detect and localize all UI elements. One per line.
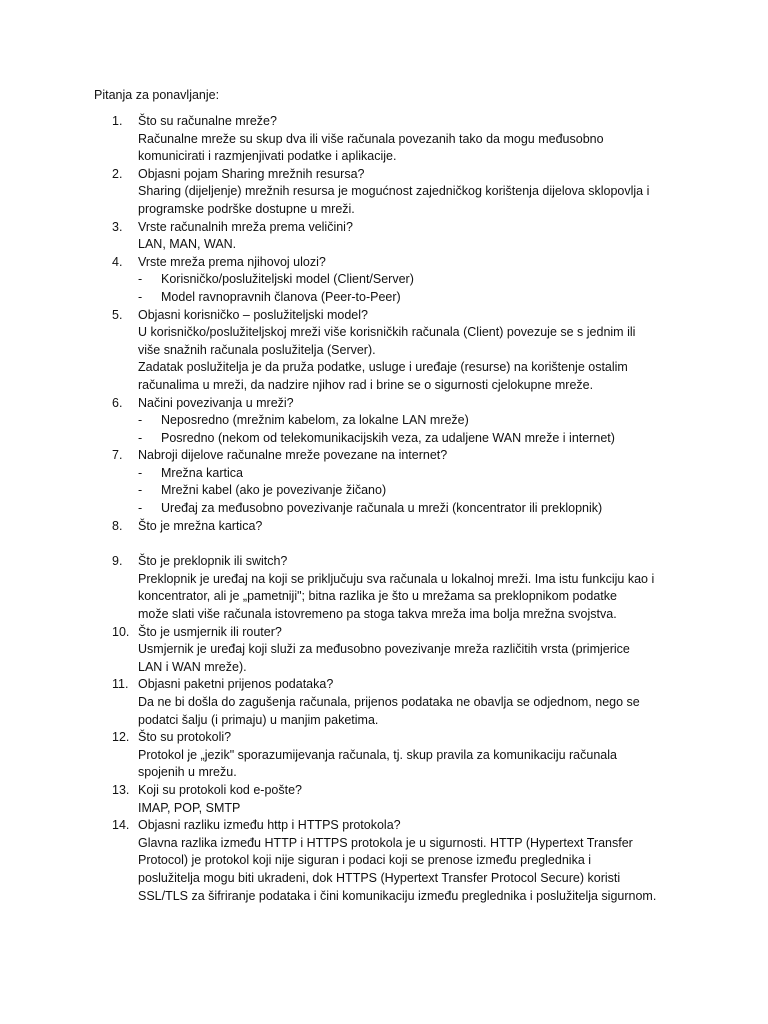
answer-line: koncentrator, ali je „pametniji"; bitna razlika je što u mrežama sa preklopnikom podatke (138, 589, 617, 604)
bullet-dash: - (138, 465, 143, 480)
list-item (0, 782, 768, 817)
item-number: 9. (112, 554, 123, 569)
answer-line: spojenih u mrežu. (138, 765, 237, 780)
list-item (0, 395, 768, 448)
question-text: Nabroji dijelove računalne mreže povezane na internet? (138, 448, 448, 463)
answer-line: Protokol je „jezik" sporazumijevanja računala, tj. skup pravila za komunikaciju računala (138, 747, 617, 762)
answer-line: Preklopnik je uređaj na koji se priključuju sva računala u lokalnoj mreži. Ima istu funkciju kao i (138, 571, 655, 586)
bullet-text: Korisničko/poslužiteljski model (Client/Server) (161, 272, 414, 287)
answer-line: programske podrške dostupne u mreži. (138, 201, 355, 216)
list-item (0, 624, 768, 677)
question-text: Što je mrežna kartica? (138, 518, 263, 533)
bullet-text: Neposredno (mrežnim kabelom, za lokalne LAN mreže) (161, 413, 469, 428)
answer-line: računalima u mreži, da nadzire njihov rad i brine se o sigurnosti cjelokupne mreže. (138, 377, 594, 392)
bullet-dash: - (138, 483, 143, 498)
question-text: Što je preklopnik ili switch? (138, 554, 288, 569)
bullet-text: Model ravnopravnih članova (Peer-to-Peer) (161, 289, 401, 304)
bullet-dash: - (138, 272, 143, 287)
bullet-item (0, 482, 768, 500)
question-text: Objasni korisničko – poslužiteljski model? (138, 307, 368, 322)
list-item (0, 729, 768, 782)
item-number: 11. (112, 677, 129, 692)
bullet-dash: - (138, 430, 143, 445)
item-number: 6. (112, 395, 123, 410)
list-item (0, 676, 768, 729)
list-item (0, 518, 768, 536)
item-number: 12. (112, 730, 130, 745)
answer-line: LAN, MAN, WAN. (138, 237, 237, 252)
item-number: 5. (112, 307, 123, 322)
answer-line: Protocol) je protokol koji nije siguran i podaci koji se prenose između preglednika i (138, 853, 592, 868)
item-number: 7. (112, 448, 123, 463)
answer-line: Da ne bi došla do zagušenja računala, prijenos podataka ne obavlja se odjednom, nego se (138, 695, 640, 709)
bullet-dash: - (138, 501, 143, 516)
question-text: Objasni paketni prijenos podataka? (138, 677, 334, 692)
list-item (0, 447, 768, 517)
question-text: Što su računalne mreže? (138, 114, 277, 128)
item-number: 1. (112, 114, 123, 128)
question-list (0, 113, 768, 905)
answer-line: IMAP, POP, SMTP (138, 800, 241, 815)
answer-line: poslužitelja mogu biti ukradeni, dok HTTPS (Hypertext Transfer Protocol Secure) koristi (138, 870, 621, 885)
answer-line: može slati više računala istovremeno pa stoga takva mreža ima bolja mrežna svojstva. (138, 607, 617, 622)
answer-line: više snažnih računala poslužitelja (Server). (138, 342, 376, 357)
list-item (0, 553, 768, 623)
bullet-item (0, 500, 768, 518)
bullet-dash: - (138, 413, 143, 428)
question-text: Vrste računalnih mreža prema veličini? (138, 219, 353, 234)
item-number: 10. (112, 624, 130, 639)
answer-line: U korisničko/poslužiteljskoj mreži više korisničkih računala (Client) povezuje se s jednim ili (138, 325, 636, 340)
bullet-text: Mrežna kartica (161, 465, 243, 480)
item-number: 13. (112, 782, 130, 797)
item-number: 8. (112, 518, 123, 533)
bullet-item (0, 271, 768, 289)
bullet-item (0, 289, 768, 307)
answer-line: komunicirati i razmjenjivati podatke i aplikacije. (138, 149, 397, 164)
answer-line: SSL/TLS za šifriranje podataka i čini komunikaciju između preglednika i poslužitelja sigurnom. (138, 888, 657, 903)
list-item (0, 166, 768, 219)
list-item (0, 254, 768, 307)
bullet-item (0, 412, 768, 430)
bullet-item (0, 430, 768, 448)
bullet-dash: - (138, 289, 143, 304)
answer-line: LAN i WAN mreže). (138, 659, 247, 674)
answer-line: Zadatak poslužitelja je da pruža podatke, usluge i uređaje (resurse) na korištenje ostalim (138, 360, 628, 375)
question-text: Objasni razliku između http i HTTPS protokola? (138, 818, 401, 833)
question-text: Što su protokoli? (138, 730, 232, 745)
question-text: Načini povezivanja u mreži? (138, 395, 294, 410)
question-text: Objasni pojam Sharing mrežnih resursa? (138, 166, 365, 181)
answer-line: Glavna razlika između HTTP i HTTPS protokola je u sigurnosti. HTTP (Hypertext Transfer (138, 835, 633, 850)
bullet-item (0, 465, 768, 483)
question-text: Vrste mreža prema njihovoj ulozi? (138, 254, 326, 269)
list-item (0, 817, 768, 905)
answer-line: Sharing (dijeljenje) mrežnih resursa je mogućnost zajedničkog korištenja dijelova sklopovlja i (138, 184, 650, 199)
list-item (0, 219, 768, 254)
item-number: 2. (112, 166, 123, 181)
list-item (0, 113, 768, 166)
question-text: Koji su protokoli kod e-pošte? (138, 782, 302, 797)
list-item (0, 307, 768, 395)
item-number: 14. (112, 818, 130, 833)
item-number: 3. (112, 219, 123, 234)
question-text: Što je usmjernik ili router? (138, 624, 282, 639)
answer-line: podatci šalju (i primaju) u manjim paketima. (138, 712, 379, 727)
bullet-text: Mrežni kabel (ako je povezivanje žičano) (161, 483, 387, 498)
bullet-text: Uređaj za međusobno povezivanje računala u mreži (koncentrator ili preklopnik) (161, 501, 603, 516)
page-heading: Pitanja za ponavljanje: (94, 88, 220, 102)
answer-line: Računalne mreže su skup dva ili više računala povezanih tako da mogu međusobno (138, 131, 604, 146)
answer-line: Usmjernik je uređaj koji služi za međusobno povezivanje mreža različitih vrsta (primjerice (138, 642, 630, 657)
bullet-text: Posredno (nekom od telekomunikacijskih veza, za udaljene WAN mreže i internet) (161, 430, 615, 445)
item-number: 4. (112, 254, 123, 269)
